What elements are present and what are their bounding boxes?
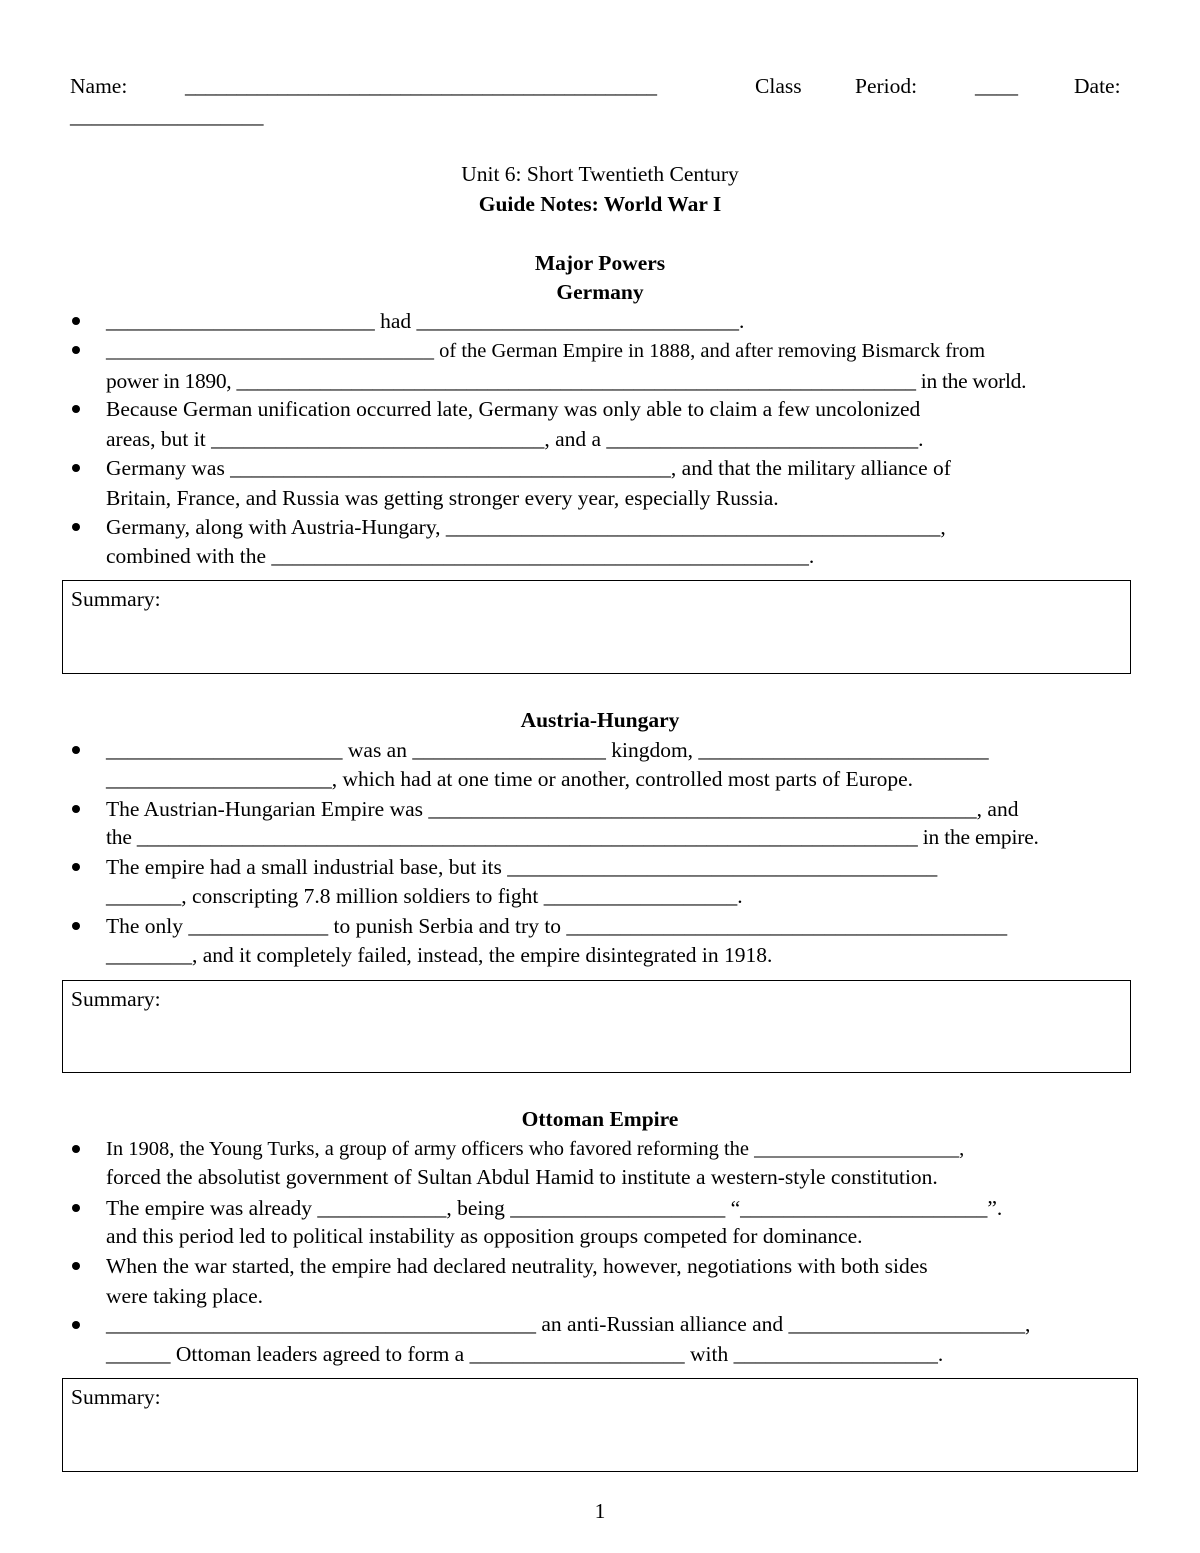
bullet-icon [73, 1146, 79, 1152]
germany-heading: Germany [556, 280, 644, 304]
ottoman-line-2: forced the absolutist government of Sultan Abdul Hamid to institute a western-style constitution. [106, 1165, 938, 1189]
period-field[interactable]: ____ [975, 74, 1018, 98]
germany-line-7: Britain, France, and Russia was getting stronger every year, especially Russia. [106, 486, 779, 510]
germany-line-5: areas, but it _______________________________, and a _____________________________. [106, 427, 924, 451]
bullet-icon [73, 406, 79, 412]
period-label: Period: [855, 74, 918, 98]
unit-title: Unit 6: Short Twentieth Century [461, 162, 739, 186]
summary-label: Summary: [71, 587, 161, 611]
austria-line-2: _____________________, which had at one time or another, controlled most parts of Europe. [106, 767, 914, 791]
germany-line-8: Germany, along with Austria-Hungary, ______________________________________________, [106, 515, 946, 539]
bullet-icon [73, 1263, 79, 1269]
ottoman-line-3: The empire was already ____________, being ____________________ “_______________________”. [106, 1196, 1003, 1220]
austria-line-3: The Austrian-Hungarian Empire was ___________________________________________________, and [106, 797, 1019, 821]
major-powers-heading: Major Powers [534, 251, 666, 275]
bullet-icon [73, 864, 79, 870]
germany-line-6: Germany was _________________________________________, and that the military alliance of [106, 456, 951, 480]
bullet-icon [73, 465, 79, 471]
bullet-icon [73, 318, 79, 324]
ottoman-line-1: In 1908, the Young Turks, a group of army officers who favored reforming the ____________________, [106, 1138, 965, 1160]
ottoman-heading: Ottoman Empire [521, 1107, 679, 1131]
austria-heading: Austria-Hungary [520, 708, 680, 732]
name-label: Name: [70, 74, 128, 98]
ottoman-summary-box[interactable] [62, 1378, 1138, 1472]
austria-line-5: The empire had a small industrial base, but its ________________________________________ [106, 855, 938, 879]
austria-line-4: the __________________________________________________________________________ in the empire. [106, 825, 1039, 849]
bullet-icon [73, 524, 79, 530]
name-field[interactable]: ______________________________________________ [185, 74, 657, 98]
germany-line-2: ________________________________ of the German Empire in 1888, and after removing Bismarck from [106, 340, 986, 362]
germany-line-1: _________________________ had ______________________________. [106, 309, 745, 333]
germany-line-3: power in 1890, _________________________________________________________________ in the world. [106, 369, 1027, 393]
bullet-icon [73, 747, 79, 753]
date-field[interactable]: __________________ [70, 104, 264, 128]
austria-line-6: _______, conscripting 7.8 million soldiers to fight __________________. [106, 884, 743, 908]
summary-label: Summary: [71, 1385, 161, 1409]
germany-line-9: combined with the __________________________________________________. [106, 544, 815, 568]
austria-line-1: ______________________ was an __________________ kingdom, ___________________________ [106, 738, 989, 762]
germany-line-4: Because German unification occurred late, Germany was only able to claim a few uncolonized [106, 397, 921, 421]
ottoman-line-7: ________________________________________ an anti-Russian alliance and ______________________, [106, 1312, 1031, 1336]
ottoman-line-8: ______ Ottoman leaders agreed to form a ____________________ with ___________________. [106, 1342, 944, 1366]
bullet-icon [73, 347, 79, 353]
summary-label: Summary: [71, 987, 161, 1011]
ottoman-line-5: When the war started, the empire had declared neutrality, however, negotiations with both sides [106, 1254, 928, 1278]
austria-line-7: The only _____________ to punish Serbia and try to _________________________________________ [106, 914, 1008, 938]
date-label: Date: [1074, 74, 1121, 98]
bullet-icon [73, 806, 79, 812]
guide-title: Guide Notes: World War I [478, 192, 722, 216]
austria-line-8: ________, and it completely failed, instead, the empire disintegrated in 1918. [106, 943, 773, 967]
germany-summary-box[interactable] [62, 580, 1131, 674]
ottoman-line-4: and this period led to political instability as opposition groups competed for dominance. [106, 1224, 863, 1248]
bullet-icon [73, 1322, 79, 1328]
ottoman-line-6: were taking place. [106, 1284, 263, 1308]
austria-summary-box[interactable] [62, 980, 1131, 1073]
class-label: Class [755, 74, 802, 98]
bullet-icon [73, 923, 79, 929]
bullet-icon [73, 1205, 79, 1211]
page-number: 1 [594, 1499, 606, 1523]
